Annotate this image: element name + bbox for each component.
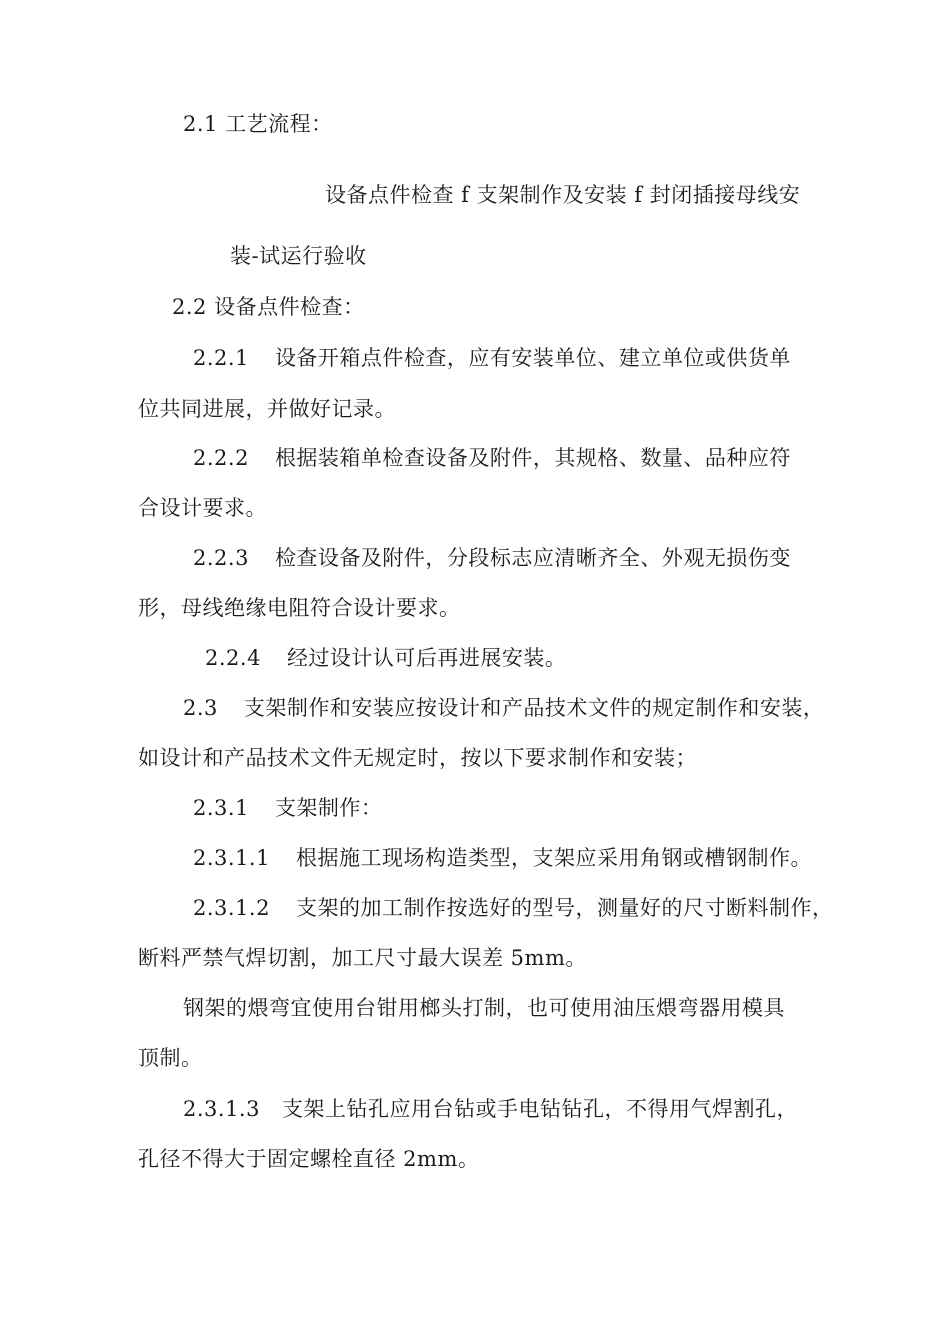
item-2-2-3-line-2 [138,595,461,621]
section-2-1-text: 2.1 工艺流程： [183,112,333,136]
section-2-3-text-a: 支架制作和安装应按设计和产品技术文件的规定制作和安装， [243,696,825,720]
section-2-3-text-b: 如设计和产品技术文件无规定时，按以下要求制作和安装； [138,746,697,770]
item-2-3-1-3-line-2 [138,1146,479,1172]
bending-paragraph-text-a: 钢架的煨弯宜使用台钳用榔头打制，也可使用油压煨弯器用模具 [183,996,785,1020]
item-2-2-2-line-2 [138,495,267,521]
item-2-2-3-line-1 [193,545,791,571]
item-2-3-1-2-line-2 [138,945,587,971]
item-2-3-1-3-line-1 [183,1096,798,1122]
item-2-2-3-text-b: 形，母线绝缘电阻符合设计要求。 [138,596,461,620]
item-2-2-1-line-2 [138,396,396,422]
item-2-2-3-text-a: 检查设备及附件，分段标志应清晰齐全、外观无损伤变 [274,546,791,570]
bending-paragraph-line-2 [138,1045,203,1071]
item-2-3-1-3-number: 2.3.1.3 [183,1097,260,1121]
item-2-2-2-text-b: 合设计要求。 [138,496,267,520]
section-2-3-number: 2.3 [183,696,218,720]
item-2-3-1-1-number: 2.3.1.1 [193,846,270,870]
item-2-3-1-2-line-1 [193,895,833,921]
item-2-2-1-line-1 [193,345,791,371]
item-2-3-1-2-text-b: 断料严禁气焊切割，加工尺寸最大误差 5mm。 [138,946,587,970]
item-2-3-1-3-text-b: 孔径不得大于固定螺栓直径 2mm。 [138,1147,480,1171]
item-2-2-2-line-1 [193,445,791,471]
process-flow-text-2: 装-试运行验收 [230,244,367,268]
process-flow-text-1: 设备点件检查 f 支架制作及安装 f 封闭插接母线安 [325,183,801,207]
item-2-2-1-text-a: 设备开箱点件检查，应有安装单位、建立单位或供货单 [274,346,791,370]
item-2-2-2-text-a: 根据装箱单检查设备及附件，其规格、数量、品种应符 [274,446,791,470]
item-2-2-1-number: 2.2.1 [193,346,249,370]
section-2-2-text: 2.2 设备点件检查： [172,295,365,319]
item-2-3-1-number: 2.3.1 [193,796,249,820]
item-2-3-1-3-text-a: 支架上钻孔应用台钻或手电钻钻孔，不得用气焊割孔， [281,1097,798,1121]
item-2-3-1-2-text-a: 支架的加工制作按选好的型号，测量好的尺寸断料制作， [295,896,834,920]
process-flow-line-2 [230,243,367,269]
item-2-2-4-text: 经过设计认可后再进展安装。 [286,646,567,670]
item-2-3-1-text: 支架制作： [274,796,383,820]
bending-paragraph-text-b: 顶制。 [138,1046,203,1070]
item-2-2-1-text-b: 位共同进展，并做好记录。 [138,397,396,421]
item-2-2-4-line [205,645,566,671]
section-2-3-line-2 [138,745,697,771]
item-2-2-3-number: 2.2.3 [193,546,249,570]
item-2-2-4-number: 2.2.4 [205,646,261,670]
section-2-3-line-1 [183,695,824,721]
item-2-3-1-2-number: 2.3.1.2 [193,896,270,920]
process-flow-line-1 [325,182,800,208]
item-2-3-1-1-text: 根据施工现场构造类型，支架应采用角钢或槽钢制作。 [295,846,812,870]
item-2-3-1-1-line [193,845,812,871]
section-2-1-heading [183,111,333,137]
item-2-2-2-number: 2.2.2 [193,446,249,470]
bending-paragraph-line-1 [183,995,785,1021]
item-2-3-1-line [193,795,382,821]
section-2-2-heading [172,294,365,320]
